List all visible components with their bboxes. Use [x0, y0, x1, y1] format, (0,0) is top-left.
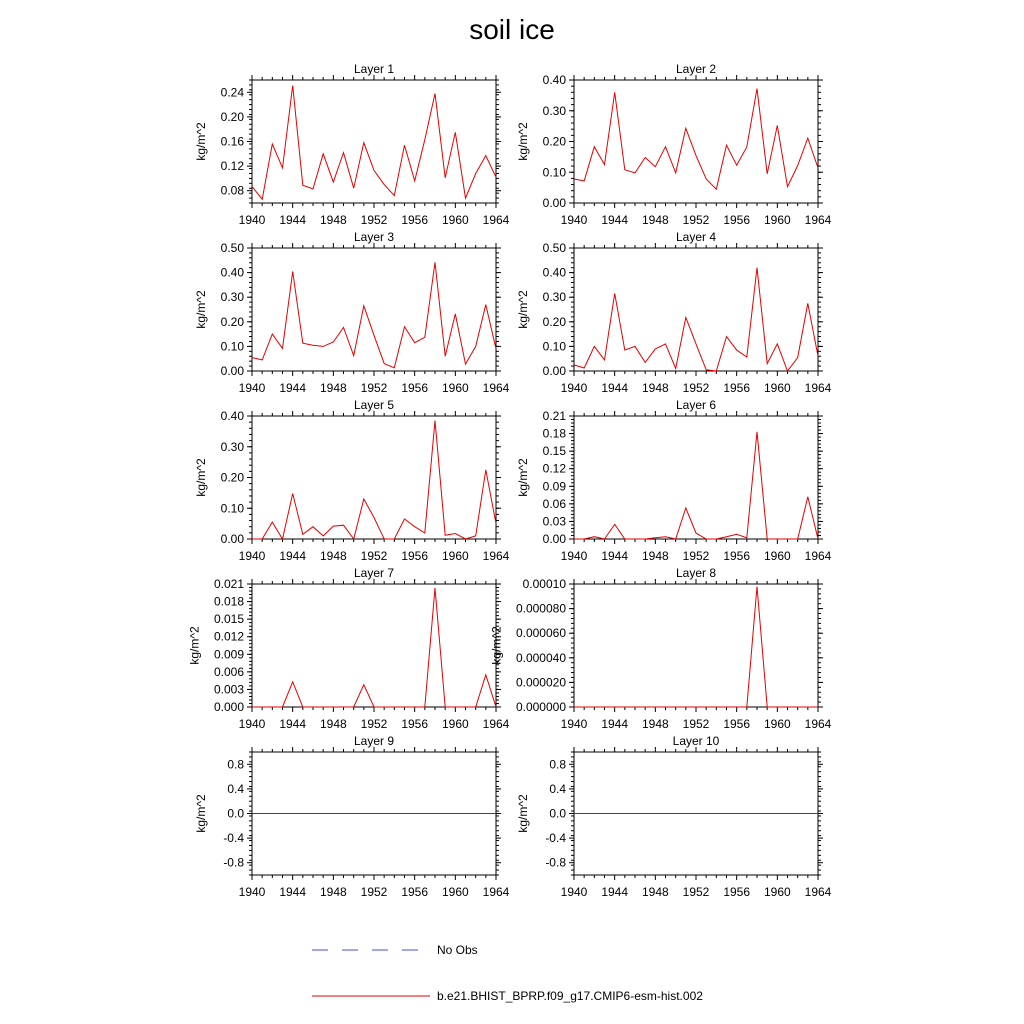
- panel-7-xtick-label: 1964: [482, 717, 510, 731]
- panel-7-xtick-label: 1948: [319, 717, 347, 731]
- panel-8-series-line: [574, 587, 818, 708]
- panel-7-ytick-label: 0.015: [213, 612, 244, 627]
- panel-3-ylabel: kg/m^2: [194, 290, 209, 329]
- panel-2-xtick-label: 1944: [601, 213, 629, 227]
- panel-7-ylabel: kg/m^2: [187, 626, 202, 665]
- panel-8-ytick-label: 0.000080: [515, 601, 566, 616]
- panel-2-xtick-label: 1956: [723, 213, 751, 227]
- panel-4-xtick-label: 1960: [763, 381, 791, 395]
- panel-9-xtick-label: 1964: [482, 885, 510, 899]
- panel-2-xtick-label: 1948: [641, 213, 669, 227]
- panel-6-ytick-label: 0.09: [542, 479, 566, 494]
- panel-4-xtick-label: 1948: [641, 381, 669, 395]
- panel-7-xtick-label: 1944: [279, 717, 307, 731]
- legend-model-label: b.e21.BHIST_BPRP.f09_g17.CMIP6-esm-hist.002: [437, 989, 703, 1003]
- panel-5-xtick-label: 1964: [482, 549, 510, 563]
- panel-5-series-line: [252, 421, 496, 539]
- panel-5-xtick-label: 1952: [360, 549, 388, 563]
- panel-9-ytick-label: 0.4: [227, 781, 244, 796]
- panel-8-xtick-label: 1952: [682, 717, 710, 731]
- panel-6-xtick-label: 1960: [763, 549, 791, 563]
- panel-7-ytick-label: 0.000: [213, 700, 244, 714]
- panel-1-ytick-label: 0.16: [220, 134, 244, 149]
- panel-4-xtick-label: 1940: [560, 381, 588, 395]
- panel-3-xtick-label: 1944: [279, 381, 307, 395]
- panel-3-ytick-label: 0.50: [220, 241, 244, 255]
- panel-4-ytick-label: 0.00: [542, 364, 566, 378]
- panel-7-xtick-label: 1960: [441, 717, 469, 731]
- panel-10-ylabel: kg/m^2: [516, 794, 531, 833]
- panel-2-ytick-label: 0.40: [542, 73, 566, 87]
- panel-3-xtick-label: 1964: [482, 381, 510, 395]
- panel-9-ylabel: kg/m^2: [194, 794, 209, 833]
- panel-9-ytick-label: -0.4: [223, 831, 244, 846]
- panel-1-ylabel: kg/m^2: [194, 122, 209, 161]
- panel-5-title: Layer 5: [353, 398, 395, 412]
- panel-6-ytick-label: 0.15: [542, 444, 566, 459]
- panel-6-xtick-label: 1956: [723, 549, 751, 563]
- panel-1-xtick-label: 1952: [360, 213, 388, 227]
- panel-1-ytick-label: 0.08: [220, 183, 244, 198]
- panel-2-xtick-label: 1964: [804, 213, 832, 227]
- panel-7-ytick-label: 0.018: [213, 594, 244, 609]
- panel-1-xtick-label: 1944: [279, 213, 307, 227]
- panel-1-xtick-label: 1948: [319, 213, 347, 227]
- panel-4-ytick-label: 0.50: [542, 241, 566, 255]
- panel-3-ytick-label: 0.00: [220, 364, 244, 378]
- panel-5-ytick-label: 0.30: [220, 439, 244, 454]
- panel-1-ytick-label: 0.20: [220, 109, 244, 124]
- panel-3-xtick-label: 1956: [401, 381, 429, 395]
- panel-10-ytick-label: 0.8: [549, 757, 566, 772]
- panel-1-ytick-label: 0.12: [220, 159, 244, 174]
- panel-9-ytick-label: -0.8: [223, 855, 244, 870]
- panel-4-ytick-label: 0.10: [542, 339, 566, 354]
- panel-9-xtick-label: 1952: [360, 885, 388, 899]
- panel-6-frame: [574, 416, 818, 539]
- panel-9-xtick-label: 1948: [319, 885, 347, 899]
- panel-8-ytick-label: 0.00010: [522, 577, 566, 591]
- panel-4-xtick-label: 1952: [682, 381, 710, 395]
- panel-3-xtick-label: 1948: [319, 381, 347, 395]
- panel-10-ytick-label: 0.4: [549, 781, 566, 796]
- figure-title: soil ice: [469, 14, 555, 45]
- panel-6-xtick-label: 1940: [560, 549, 588, 563]
- panel-4-xtick-label: 1956: [723, 381, 751, 395]
- panel-5-xtick-label: 1940: [238, 549, 266, 563]
- panel-9-title: Layer 9: [353, 734, 395, 748]
- panel-5-ytick-label: 0.00: [220, 532, 244, 546]
- panel-10-xtick-label: 1964: [804, 885, 832, 899]
- panel-8-xtick-label: 1944: [601, 717, 629, 731]
- panel-3-ytick-label: 0.20: [220, 314, 244, 329]
- panel-10-xtick-label: 1944: [601, 885, 629, 899]
- panel-3-frame: [252, 248, 496, 371]
- panel-4-ylabel: kg/m^2: [516, 290, 531, 329]
- panel-1-series-line: [252, 86, 496, 200]
- panel-4-series-line: [574, 268, 818, 371]
- panel-6-series-line: [574, 432, 818, 539]
- panel-7-title: Layer 7: [353, 566, 395, 580]
- panel-2-xtick-label: 1952: [682, 213, 710, 227]
- panel-4-title: Layer 4: [675, 230, 717, 244]
- panel-2-xtick-label: 1940: [560, 213, 588, 227]
- panel-9-xtick-label: 1940: [238, 885, 266, 899]
- panel-7-xtick-label: 1956: [401, 717, 429, 731]
- panel-9-xtick-label: 1956: [401, 885, 429, 899]
- panel-7-ytick-label: 0.021: [213, 577, 244, 591]
- panel-2-ytick-label: 0.00: [542, 196, 566, 210]
- panel-2-ytick-label: 0.10: [542, 165, 566, 180]
- panel-4-ytick-label: 0.20: [542, 314, 566, 329]
- panel-10-xtick-label: 1952: [682, 885, 710, 899]
- panel-9-ytick-label: 0.0: [227, 806, 244, 821]
- panel-5-ylabel: kg/m^2: [194, 458, 209, 497]
- panel-10-xtick-label: 1960: [763, 885, 791, 899]
- panel-3-xtick-label: 1940: [238, 381, 266, 395]
- panel-8-frame: [574, 584, 818, 707]
- panel-5-ytick-label: 0.10: [220, 501, 244, 516]
- panel-8-xtick-label: 1940: [560, 717, 588, 731]
- panel-6-ylabel: kg/m^2: [516, 458, 531, 497]
- panel-1-ytick-label: 0.24: [220, 85, 244, 100]
- panel-6-xtick-label: 1944: [601, 549, 629, 563]
- panel-5-xtick-label: 1956: [401, 549, 429, 563]
- panel-10-xtick-label: 1940: [560, 885, 588, 899]
- panel-10-title: Layer 10: [672, 734, 720, 748]
- panel-10-xtick-label: 1956: [723, 885, 751, 899]
- panel-4-xtick-label: 1964: [804, 381, 832, 395]
- panel-10-ytick-label: -0.8: [545, 855, 566, 870]
- panel-9-xtick-label: 1944: [279, 885, 307, 899]
- panel-4-frame: [574, 248, 818, 371]
- panel-8-xtick-label: 1948: [641, 717, 669, 731]
- panel-7-ytick-label: 0.006: [213, 664, 244, 679]
- panel-4-ytick-label: 0.30: [542, 290, 566, 305]
- panel-6-xtick-label: 1948: [641, 549, 669, 563]
- panel-7-xtick-label: 1940: [238, 717, 266, 731]
- panel-3-series-line: [252, 262, 496, 368]
- panel-6-ytick-label: 0.00: [542, 532, 566, 546]
- panel-8-ytick-label: 0.000000: [515, 700, 566, 714]
- panel-2-ytick-label: 0.20: [542, 134, 566, 149]
- panel-8-xtick-label: 1960: [763, 717, 791, 731]
- panel-1-frame: [252, 80, 496, 203]
- panel-2-ytick-label: 0.30: [542, 103, 566, 118]
- panel-9-xtick-label: 1960: [441, 885, 469, 899]
- panel-3-xtick-label: 1952: [360, 381, 388, 395]
- panel-8-ytick-label: 0.000020: [515, 675, 566, 690]
- panel-10-xtick-label: 1948: [641, 885, 669, 899]
- panel-3-xtick-label: 1960: [441, 381, 469, 395]
- panel-7-ytick-label: 0.012: [213, 629, 244, 644]
- panel-8-ytick-label: 0.000040: [515, 650, 566, 665]
- panel-9-ytick-label: 0.8: [227, 757, 244, 772]
- panel-6-ytick-label: 0.21: [542, 409, 566, 423]
- panel-6-ytick-label: 0.12: [542, 461, 566, 476]
- panel-6-ytick-label: 0.06: [542, 496, 566, 511]
- panel-5-ytick-label: 0.20: [220, 470, 244, 485]
- panel-7-ytick-label: 0.009: [213, 647, 244, 662]
- panel-4-ytick-label: 0.40: [542, 265, 566, 280]
- panel-1-xtick-label: 1964: [482, 213, 510, 227]
- panel-5-ytick-label: 0.40: [220, 409, 244, 423]
- panel-8-ytick-label: 0.000060: [515, 626, 566, 641]
- panel-5-xtick-label: 1948: [319, 549, 347, 563]
- panel-1-xtick-label: 1956: [401, 213, 429, 227]
- panel-6-xtick-label: 1952: [682, 549, 710, 563]
- panel-2-xtick-label: 1960: [763, 213, 791, 227]
- legend-no-obs-label: No Obs: [437, 943, 478, 957]
- panel-8-xtick-label: 1964: [804, 717, 832, 731]
- panel-6-xtick-label: 1964: [804, 549, 832, 563]
- panel-6-title: Layer 6: [675, 398, 717, 412]
- panel-7-frame: [252, 584, 496, 707]
- panel-8-xtick-label: 1956: [723, 717, 751, 731]
- panel-6-ytick-label: 0.18: [542, 426, 566, 441]
- panel-5-xtick-label: 1960: [441, 549, 469, 563]
- panel-1-xtick-label: 1940: [238, 213, 266, 227]
- panel-8-title: Layer 8: [675, 566, 717, 580]
- panel-5-xtick-label: 1944: [279, 549, 307, 563]
- panel-5-frame: [252, 416, 496, 539]
- panel-2-frame: [574, 80, 818, 203]
- panel-10-ytick-label: -0.4: [545, 831, 566, 846]
- panel-4-xtick-label: 1944: [601, 381, 629, 395]
- panel-2-ylabel: kg/m^2: [516, 122, 531, 161]
- panel-8-ylabel: kg/m^2: [489, 626, 504, 665]
- panel-1-xtick-label: 1960: [441, 213, 469, 227]
- panel-3-title: Layer 3: [353, 230, 395, 244]
- panel-6-ytick-label: 0.03: [542, 514, 566, 529]
- panel-3-ytick-label: 0.10: [220, 339, 244, 354]
- panel-2-title: Layer 2: [675, 62, 717, 76]
- panel-7-xtick-label: 1952: [360, 717, 388, 731]
- panel-7-series-line: [252, 588, 496, 707]
- panel-1-title: Layer 1: [353, 62, 395, 76]
- panel-3-ytick-label: 0.40: [220, 265, 244, 280]
- panel-7-ytick-label: 0.003: [213, 682, 244, 697]
- panel-10-ytick-label: 0.0: [549, 806, 566, 821]
- panel-3-ytick-label: 0.30: [220, 290, 244, 305]
- panel-2-series-line: [574, 89, 818, 190]
